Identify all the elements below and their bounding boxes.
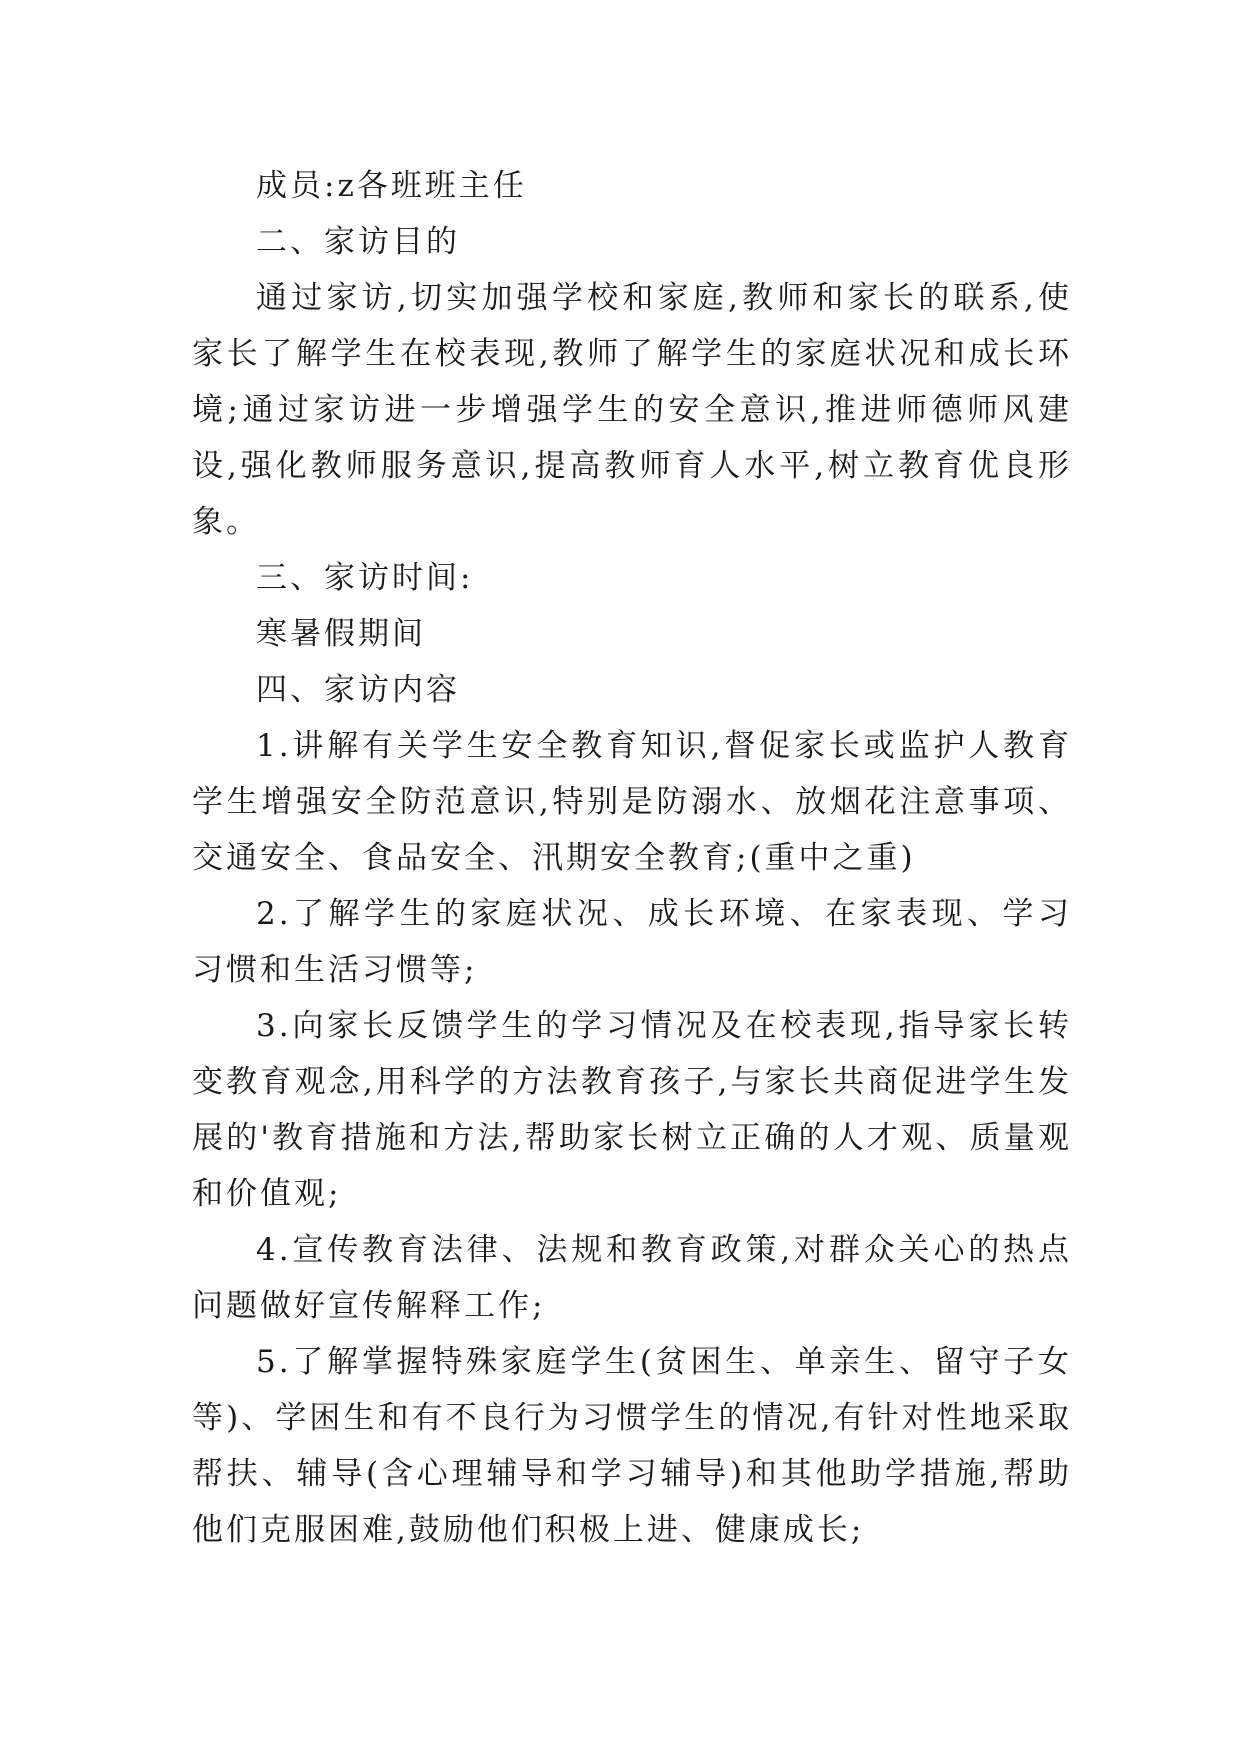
heading-visit-purpose: 二、家访目的 [256, 224, 460, 260]
heading-visit-time: 三、家访时间: [256, 560, 474, 596]
paragraph-visit-purpose: 通过家访,切实加强学校和家庭,教师和家长的联系,使家长了解学生在校表现,教师了解学生的家庭状况和成长环境;通过家访进一步增强学生的安全意识,推进师德师风建设,强化教师服务意识,提高教师育人水平,树立教育优良形象。 [192, 280, 1072, 540]
paragraph-visit-time: 寒暑假期间 [256, 616, 426, 652]
document-body [192, 158, 1072, 1558]
heading-visit-content: 四、家访内容 [256, 672, 460, 708]
list-item-2: 2.了解学生的家庭状况、成长环境、在家表现、学习习惯和生活习惯等; [192, 896, 1072, 988]
list-item-4: 4.宣传教育法律、法规和教育政策,对群众关心的热点问题做好宣传解释工作; [192, 1232, 1072, 1324]
paragraph-members: 成员:z各班班主任 [256, 168, 527, 204]
list-item-3: 3.向家长反馈学生的学习情况及在校表现,指导家长转变教育观念,用科学的方法教育孩子,与家长共商促进学生发展的'教育措施和方法,帮助家长树立正确的人才观、质量观和价值观; [192, 1008, 1072, 1212]
list-item-5: 5.了解掌握特殊家庭学生(贫困生、单亲生、留守子女等)、学困生和有不良行为习惯学生的情况,有针对性地采取帮扶、辅导(含心理辅导和学习辅导)和其他助学措施,帮助他们克服困难,鼓励他们积极上进、健康成长; [192, 1344, 1072, 1548]
list-item-1: 1.讲解有关学生安全教育知识,督促家长或监护人教育学生增强安全防范意识,特别是防溺水、放烟花注意事项、交通安全、食品安全、汛期安全教育;(重中之重) [192, 728, 1072, 876]
